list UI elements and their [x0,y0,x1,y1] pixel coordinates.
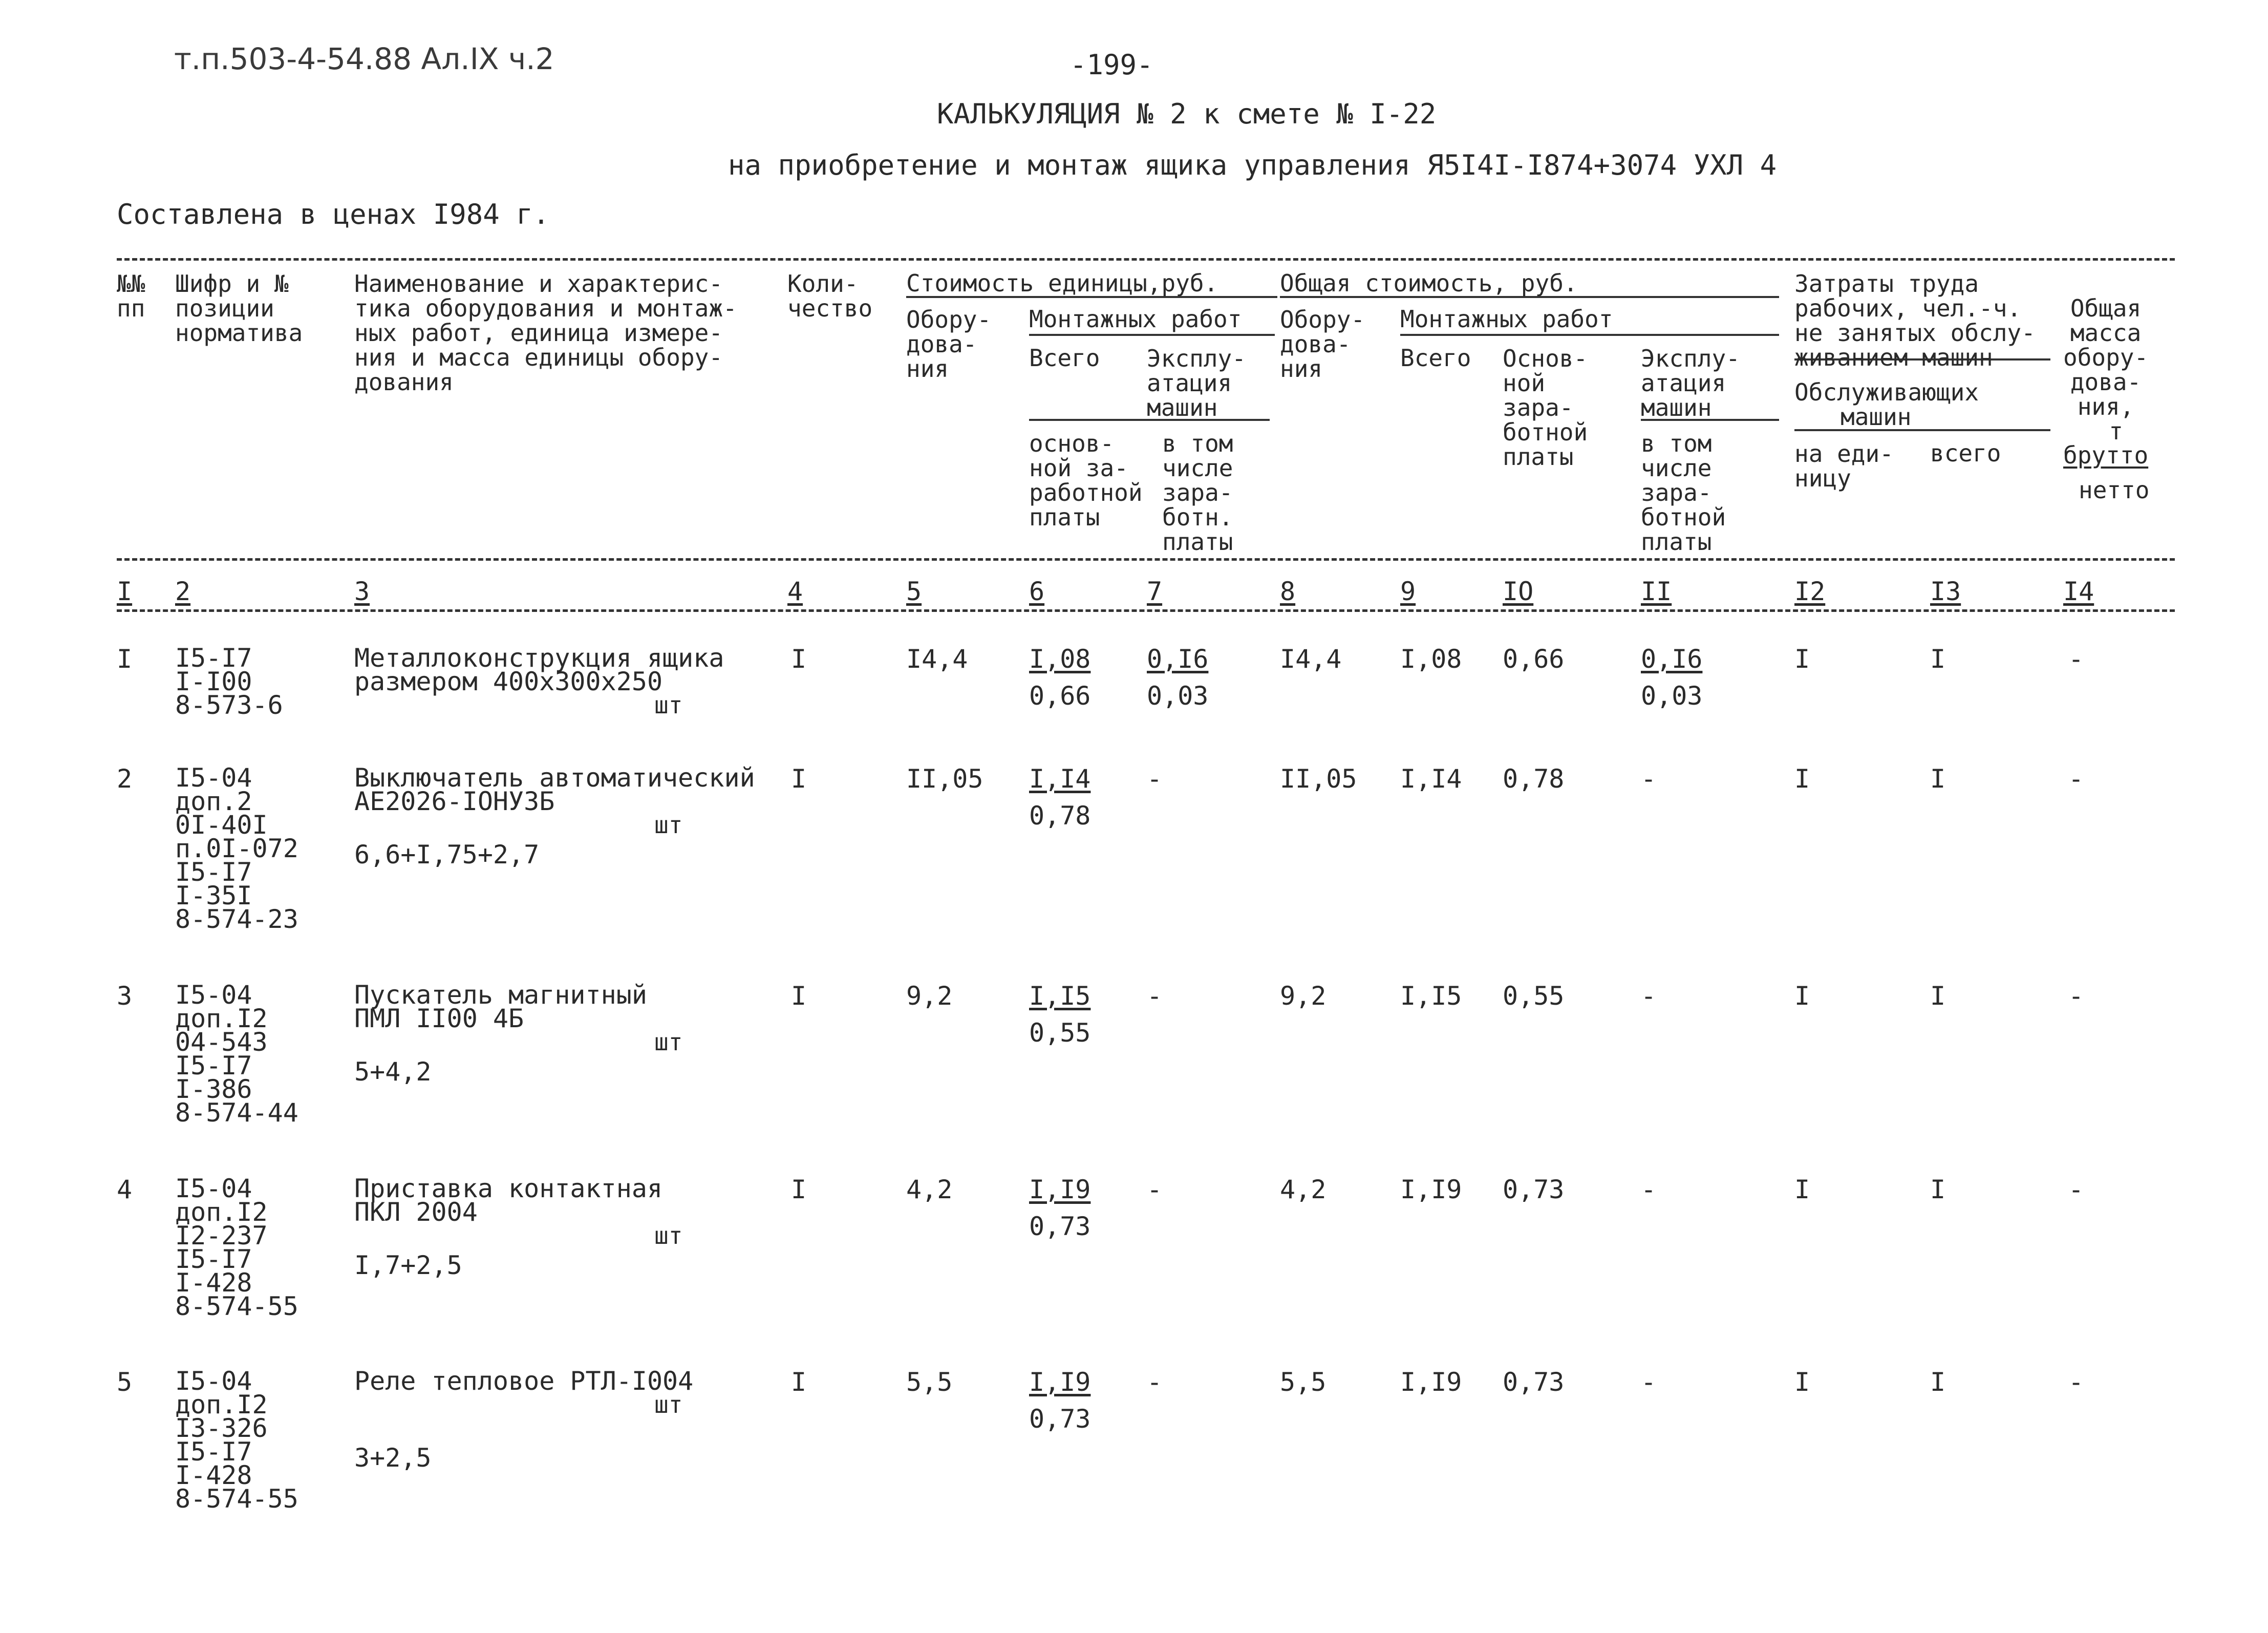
row-number: 5 [117,1367,133,1397]
labor-total: I [1930,644,1946,674]
machine-unit-cost: - [1147,1367,1163,1397]
quantity: I [791,1367,807,1397]
row-number: 2 [117,764,133,794]
column-number: 3 [354,577,370,606]
header-col-2: Шифр и № позиции норматива [175,270,303,347]
labor-total: I [1930,1367,1946,1397]
machine-total-cost: - [1641,1175,1657,1204]
column-number: 9 [1400,577,1416,606]
equip-total-cost: 5,5 [1280,1367,1326,1397]
document-title: КАЛЬКУЛЯЦИЯ № 2 к смете № I-22 [937,98,1437,130]
column-number: I2 [1794,577,1826,606]
header-labor-total: всего [1930,439,2001,467]
column-number: I4 [2063,577,2094,606]
header-osnov-total: Основ- ной зара- ботной платы [1503,345,1588,471]
machine-total-wage: 0,03 [1641,681,1703,711]
mount-total: I,I5 [1400,981,1462,1011]
mass-formula: 6,6+I,75+2,7 [354,840,540,869]
machine-unit-cost: - [1147,764,1163,794]
machine-total-cost: - [1641,1367,1657,1397]
document-stamp: т.п.503-4-54.88 Ал.IX ч.2 [174,41,554,76]
labor-sub-rule [1794,429,2050,431]
column-number: 5 [906,577,922,606]
mount-total: I,08 [1400,644,1462,674]
mount-unit-total: I,08 [1029,644,1091,674]
equip-unit-cost: 9,2 [906,981,953,1011]
document-subtitle: на приобретение и монтаж ящика управления Я5I4I-I874+3074 УХЛ 4 [728,149,1777,181]
column-number: 8 [1280,577,1296,606]
machine-unit-cost: - [1147,981,1163,1011]
labor-per-unit: I [1794,644,1810,674]
row-number: 4 [117,1175,133,1204]
equip-unit-cost: 4,2 [906,1175,953,1204]
mass-formula: 3+2,5 [354,1443,432,1473]
header-mass: Общая масса обору- дова- ния, т [2063,294,2149,445]
equip-total-cost: I4,4 [1280,644,1342,674]
machine-unit-wage: 0,03 [1147,681,1209,711]
unit-label: шт [654,1028,683,1056]
unit-label: шт [654,691,683,719]
quantity: I [791,764,807,794]
column-number: I3 [1930,577,1961,606]
machine-unit-cost: 0,I6 [1147,644,1209,674]
mount-total-base-wage: 0,55 [1503,981,1565,1011]
machine-total-cost: - [1641,764,1657,794]
mount-total-base-wage: 0,73 [1503,1367,1565,1397]
item-name: Реле тепловое РТЛ-I004 [354,1366,694,1396]
labor-per-unit: I [1794,1367,1810,1397]
header-col-3: Наименование и характерис- тика оборудования и монтаж- ных работ, единица измере- ния и масса единицы обору- дования [354,270,737,396]
quantity: I [791,981,807,1011]
unit-label: шт [654,811,683,839]
item-name: Приставка контактная ПКЛ 2004 [354,1174,663,1227]
header-col-4: Коли- чество [787,270,873,322]
quantity: I [791,644,807,674]
mount-unit-base-wage: 0,73 [1029,1212,1091,1241]
header-labor-sub: Обслуживающих машин [1794,378,1979,431]
equipment-mass: - [2068,1175,2084,1204]
row-number: 3 [117,981,133,1011]
column-number: 7 [1147,577,1163,606]
header-bottom-rule [117,558,2175,561]
header-ekspl-unit-sub: в том числе зара- ботн. платы [1162,430,1233,556]
unit-label: шт [654,1391,683,1418]
header-equip-total: Обору- дова- ния [1280,306,1365,383]
mount-unit-rule [1029,334,1275,336]
header-vsego-unit: Всего [1029,344,1100,372]
quantity: I [791,1175,807,1204]
item-name: Металлоконструкция ящика размером 400х300х250 [354,643,724,696]
mount-unit-total: I,I5 [1029,981,1091,1011]
equip-total-cost: 9,2 [1280,981,1326,1011]
equip-unit-cost: I4,4 [906,644,968,674]
column-number: 2 [175,577,191,606]
mount-unit-total: I,I4 [1029,764,1091,794]
item-name: Выключатель автоматический АЕ2026-IОНУЗБ [354,763,755,816]
page-number: -199- [1070,49,1153,81]
mount-total: I,I9 [1400,1367,1462,1397]
header-vsego-unit-sub: основ- ной за- работной платы [1029,430,1143,531]
column-number: I [117,577,133,606]
machine-unit-cost: - [1147,1175,1163,1204]
mount-unit-base-wage: 0,66 [1029,681,1091,711]
header-labor-per-unit: на еди- ницу [1794,440,1894,492]
equipment-mass: - [2068,644,2084,674]
equip-unit-cost: 5,5 [906,1367,953,1397]
header-labor: Затраты труда рабочих, чел.-ч. не занятых обслу- живанием машин [1794,270,2036,371]
mount-unit-base-wage: 0,78 [1029,801,1091,831]
labor-per-unit: I [1794,981,1810,1011]
machine-total-cost: - [1641,981,1657,1011]
mount-total: I,I9 [1400,1175,1462,1204]
mount-unit-base-wage: 0,55 [1029,1018,1091,1048]
equip-total-cost: II,05 [1280,764,1357,794]
unit-label: шт [654,1222,683,1249]
equip-total-cost: 4,2 [1280,1175,1326,1204]
labor-per-unit: I [1794,1175,1810,1204]
machine-total-cost: 0,I6 [1641,644,1703,674]
mount-total-base-wage: 0,78 [1503,764,1565,794]
colnum-bottom-rule [117,609,2175,612]
column-number: IO [1503,577,1534,606]
header-mount-unit: Монтажных работ [1029,305,1242,333]
mount-total-base-wage: 0,66 [1503,644,1565,674]
table-top-rule [117,258,2175,261]
item-name: Пускатель магнитный ПМЛ II00 4Б [354,980,647,1033]
norm-code: I5-04 доп.I2 I3-326 I5-I7 I-428 8-574-55 [175,1366,298,1514]
norm-code: I5-04 доп.I2 I2-237 I5-I7 I-428 8-574-55 [175,1174,298,1321]
mount-unit-base-wage: 0,73 [1029,1404,1091,1434]
header-group-unit: Стоимость единицы,руб. [906,269,1218,297]
prices-note: Составлена в ценах I984 г. [117,198,550,230]
header-col-1: №№ пп [117,270,145,322]
norm-code: I5-04 доп.2 0I-40I п.0I-072 I5-I7 I-35I 8-574-23 [175,763,298,934]
mount-total-rule [1400,334,1779,336]
header-group-total: Общая стоимость, руб. [1280,269,1578,297]
mass-formula: I,7+2,5 [354,1250,462,1280]
mount-unit-total: I,I9 [1029,1175,1091,1204]
header-ekspl-total-sub: в том числе зара- ботной платы [1641,430,1726,556]
equipment-mass: - [2068,764,2084,794]
labor-per-unit: I [1794,764,1810,794]
norm-code: I5-I7 I-I00 8-573-6 [175,643,283,720]
equip-unit-cost: II,05 [906,764,983,794]
header-mount-total: Монтажных работ [1400,305,1613,333]
labor-total: I [1930,764,1946,794]
header-mass-brutto: брутто [2063,441,2149,469]
row-number: I [117,644,133,674]
mount-unit-total: I,I9 [1029,1367,1091,1397]
column-number: 6 [1029,577,1045,606]
equipment-mass: - [2068,1367,2084,1397]
header-vsego-total: Всего [1400,344,1471,372]
labor-total: I [1930,981,1946,1011]
mount-total: I,I4 [1400,764,1462,794]
column-number: 4 [787,577,803,606]
column-number: II [1641,577,1672,606]
equipment-mass: - [2068,981,2084,1011]
header-mass-netto: нетто [2079,476,2150,504]
norm-code: I5-04 доп.I2 04-543 I5-I7 I-386 8-574-44 [175,980,298,1128]
labor-total: I [1930,1175,1946,1204]
mount-total-base-wage: 0,73 [1503,1175,1565,1204]
header-ekspl-unit: Эксплу- атация машин [1147,345,1246,421]
header-equip-unit: Обору- дова- ния [906,306,992,383]
mass-formula: 5+4,2 [354,1057,432,1087]
header-ekspl-total: Эксплу- атация машин [1641,345,1740,421]
